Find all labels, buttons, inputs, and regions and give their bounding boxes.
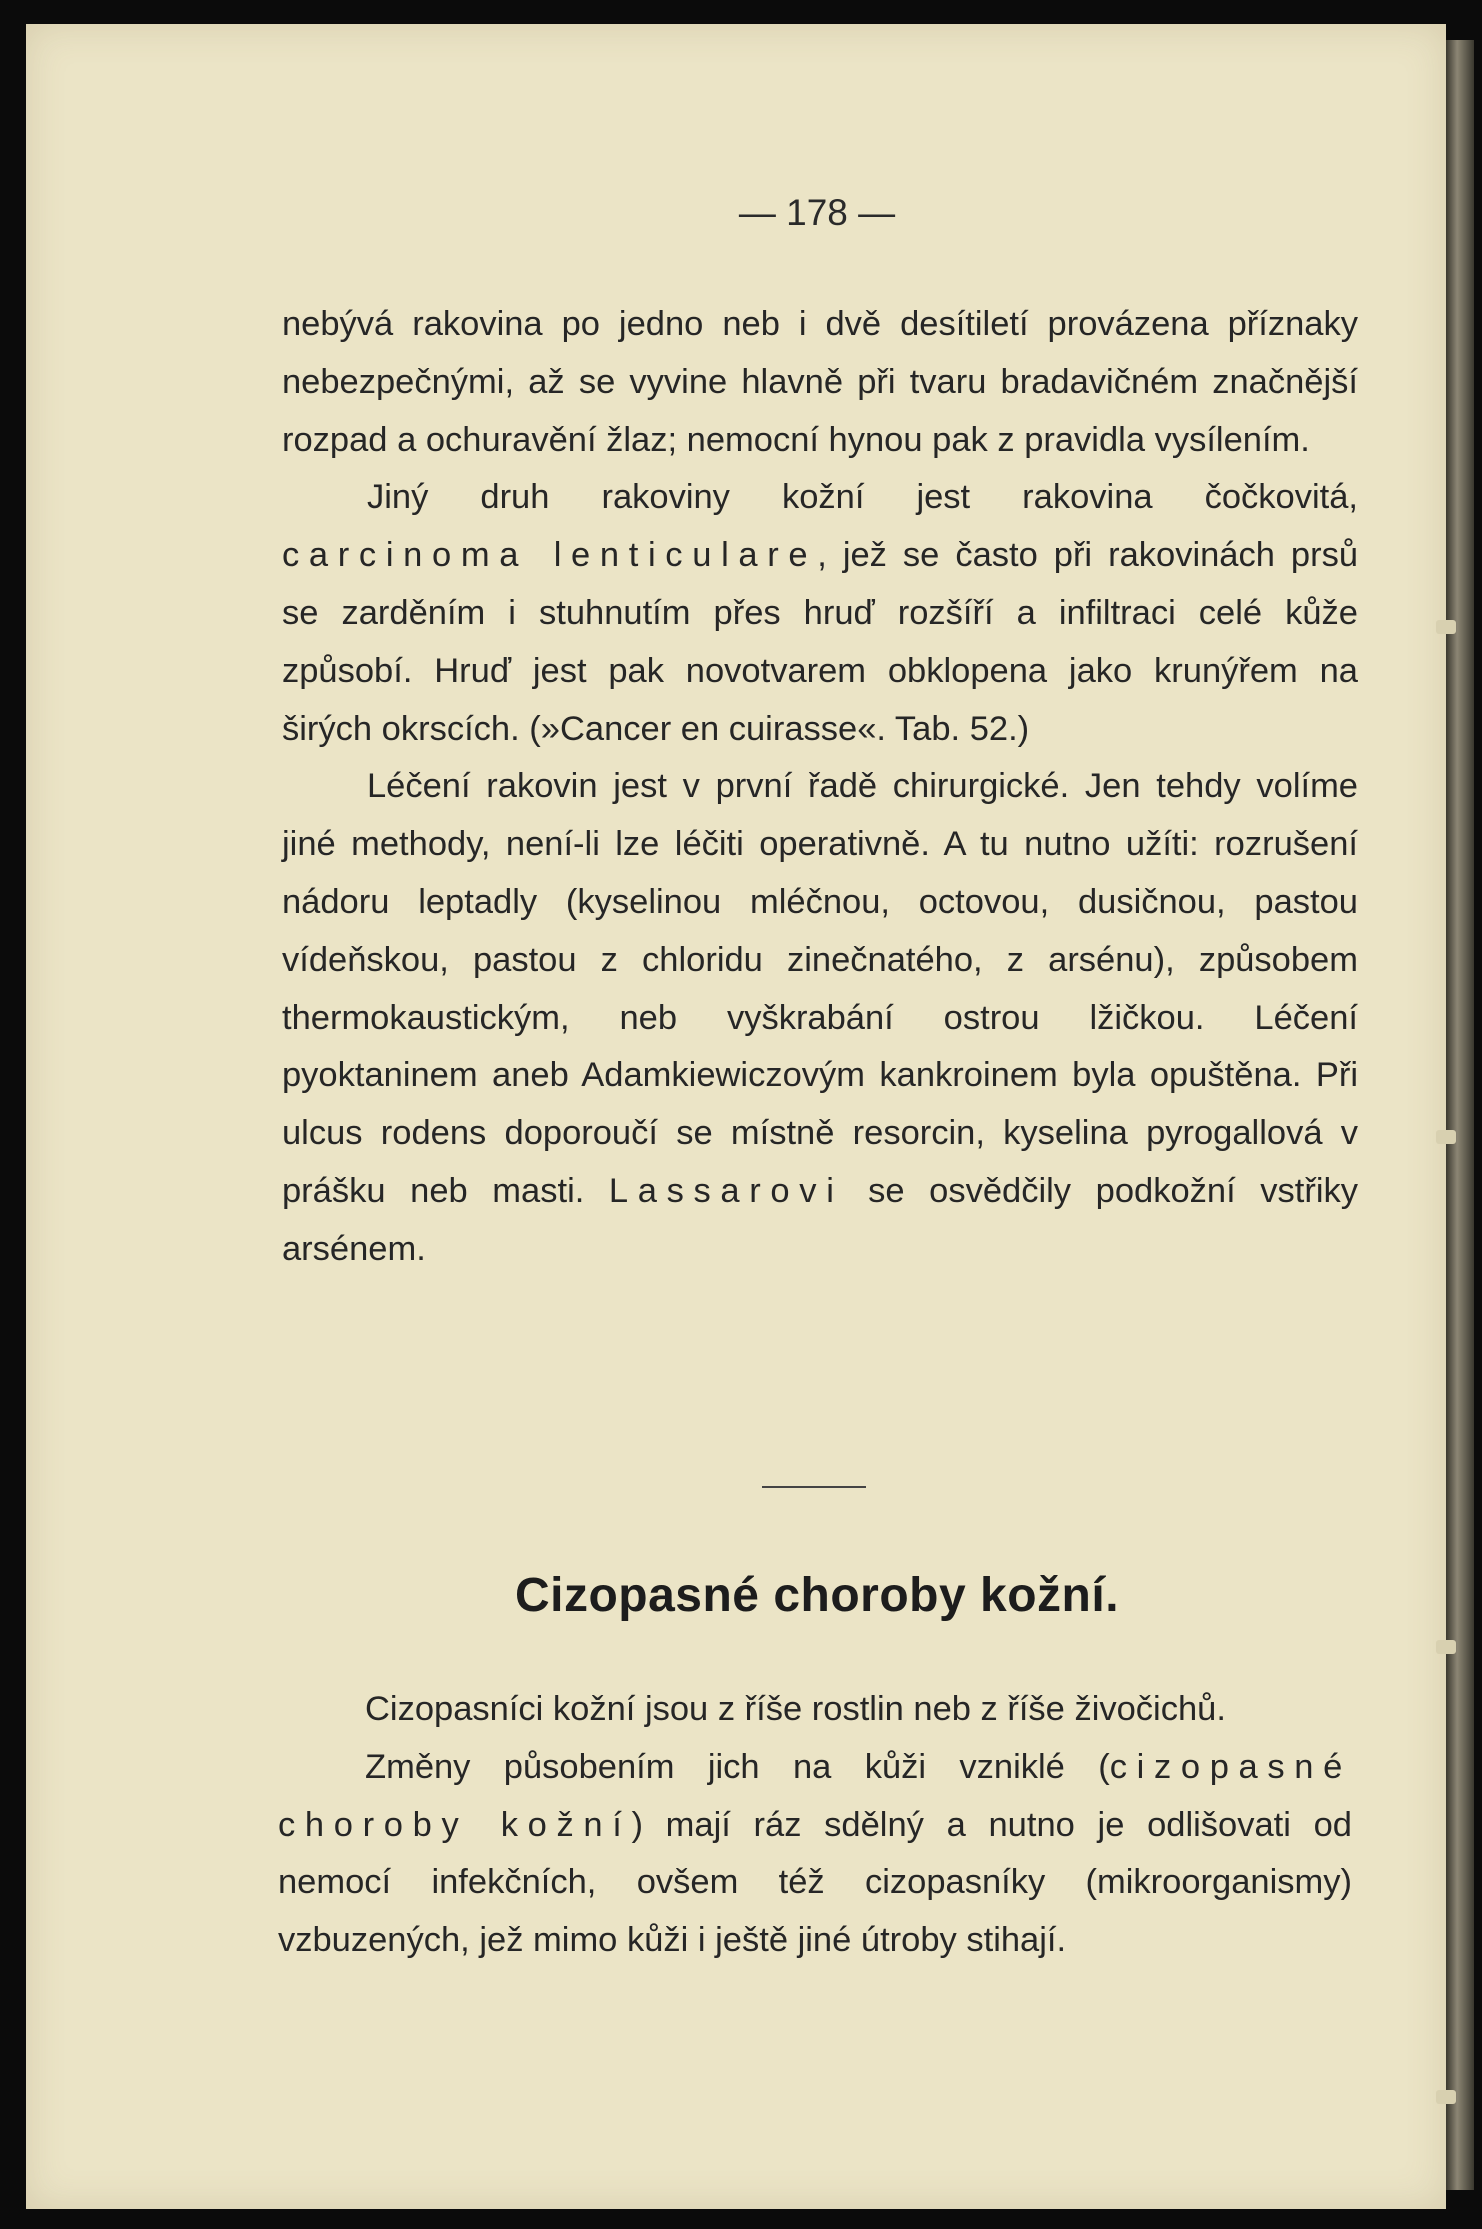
paragraph-text: ) mají ráz sdělný a nutno je odlišovati od nemocí infekčních, ovšem též cizopasníky (mikroorganismy) vzbuzených, jež mimo kůži i ještě jiné útroby stihají. bbox=[278, 1805, 1352, 1960]
spine-mark bbox=[1436, 2090, 1456, 2104]
paragraph-text: Léčení rakovin jest v první řadě chirurgické. Jen tehdy volíme jiné methody, není-li lze léčiti operativně. A tu nutno užíti: rozrušení nádoru leptadly (kyselinou mléčnou, octovou, dusičnou, pastou vídeňskou, pastou z chloridu zinečnatého, z arsénu), způsobem thermokaustickým, neb vyškrabání ostrou lžičkou. Léčení pyoktaninem aneb Adamkiewiczovým kankroinem byla opuštěna. Při ulcus rodens doporoučí se místně resorcin, kyselina pyrogallová v prášku neb masti. bbox=[282, 767, 1358, 1210]
paragraph-text: Jiný druh rakoviny kožní jest rakovina čočkovitá, bbox=[367, 478, 1358, 517]
paragraph bbox=[282, 469, 1358, 758]
paragraph bbox=[282, 758, 1358, 1278]
section-body-text bbox=[278, 1681, 1352, 1970]
book-spine bbox=[1446, 40, 1474, 2190]
paragraph-text: Cizopasníci kožní jsou z říše rostlin neb z říše živočichů. bbox=[365, 1690, 1226, 1728]
spine-mark bbox=[1436, 1640, 1456, 1654]
spaced-emphasis-text: cizopasné choroby kožní bbox=[278, 1747, 1352, 1844]
paragraph-text: se osvědčily podkožní vstřiky arsénem. bbox=[282, 1171, 1358, 1268]
spine-mark bbox=[1436, 1130, 1456, 1144]
spaced-emphasis-text: Lassarovi bbox=[608, 1171, 844, 1210]
paragraph-text: , jež se často při rakovinách prsů se zarděním i stuhnutím přes hruď rozšíří a infiltraci celé kůže způsobí. Hruď jest pak novotvarem obklopena jako krunýřem na širých okrscích. (»Cancer en cuirasse«. Tab. 52.) bbox=[282, 536, 1359, 748]
paragraph bbox=[282, 296, 1358, 469]
body-text bbox=[282, 296, 1358, 1279]
section-divider bbox=[762, 1486, 866, 1488]
paragraph bbox=[278, 1739, 1352, 1970]
paragraph-text: nebývá rakovina po jedno neb i dvě desítiletí provázena příznaky nebezpečnými, až se vyvine hlavně při tvaru bradavičném značnější rozpad a ochuravění žlaz; nemocní hynou pak z pravidla vysílením. bbox=[282, 305, 1358, 459]
paragraph-text: Změny působením jich na kůži vzniklé ( bbox=[365, 1747, 1110, 1786]
page-number: — 178 — bbox=[738, 192, 896, 233]
spaced-emphasis-text: carcinoma lenticulare bbox=[282, 536, 818, 575]
paragraph bbox=[278, 1681, 1352, 1739]
section-heading: Cizopasné choroby kožní. bbox=[514, 1569, 1120, 1622]
spine-mark bbox=[1436, 620, 1456, 634]
